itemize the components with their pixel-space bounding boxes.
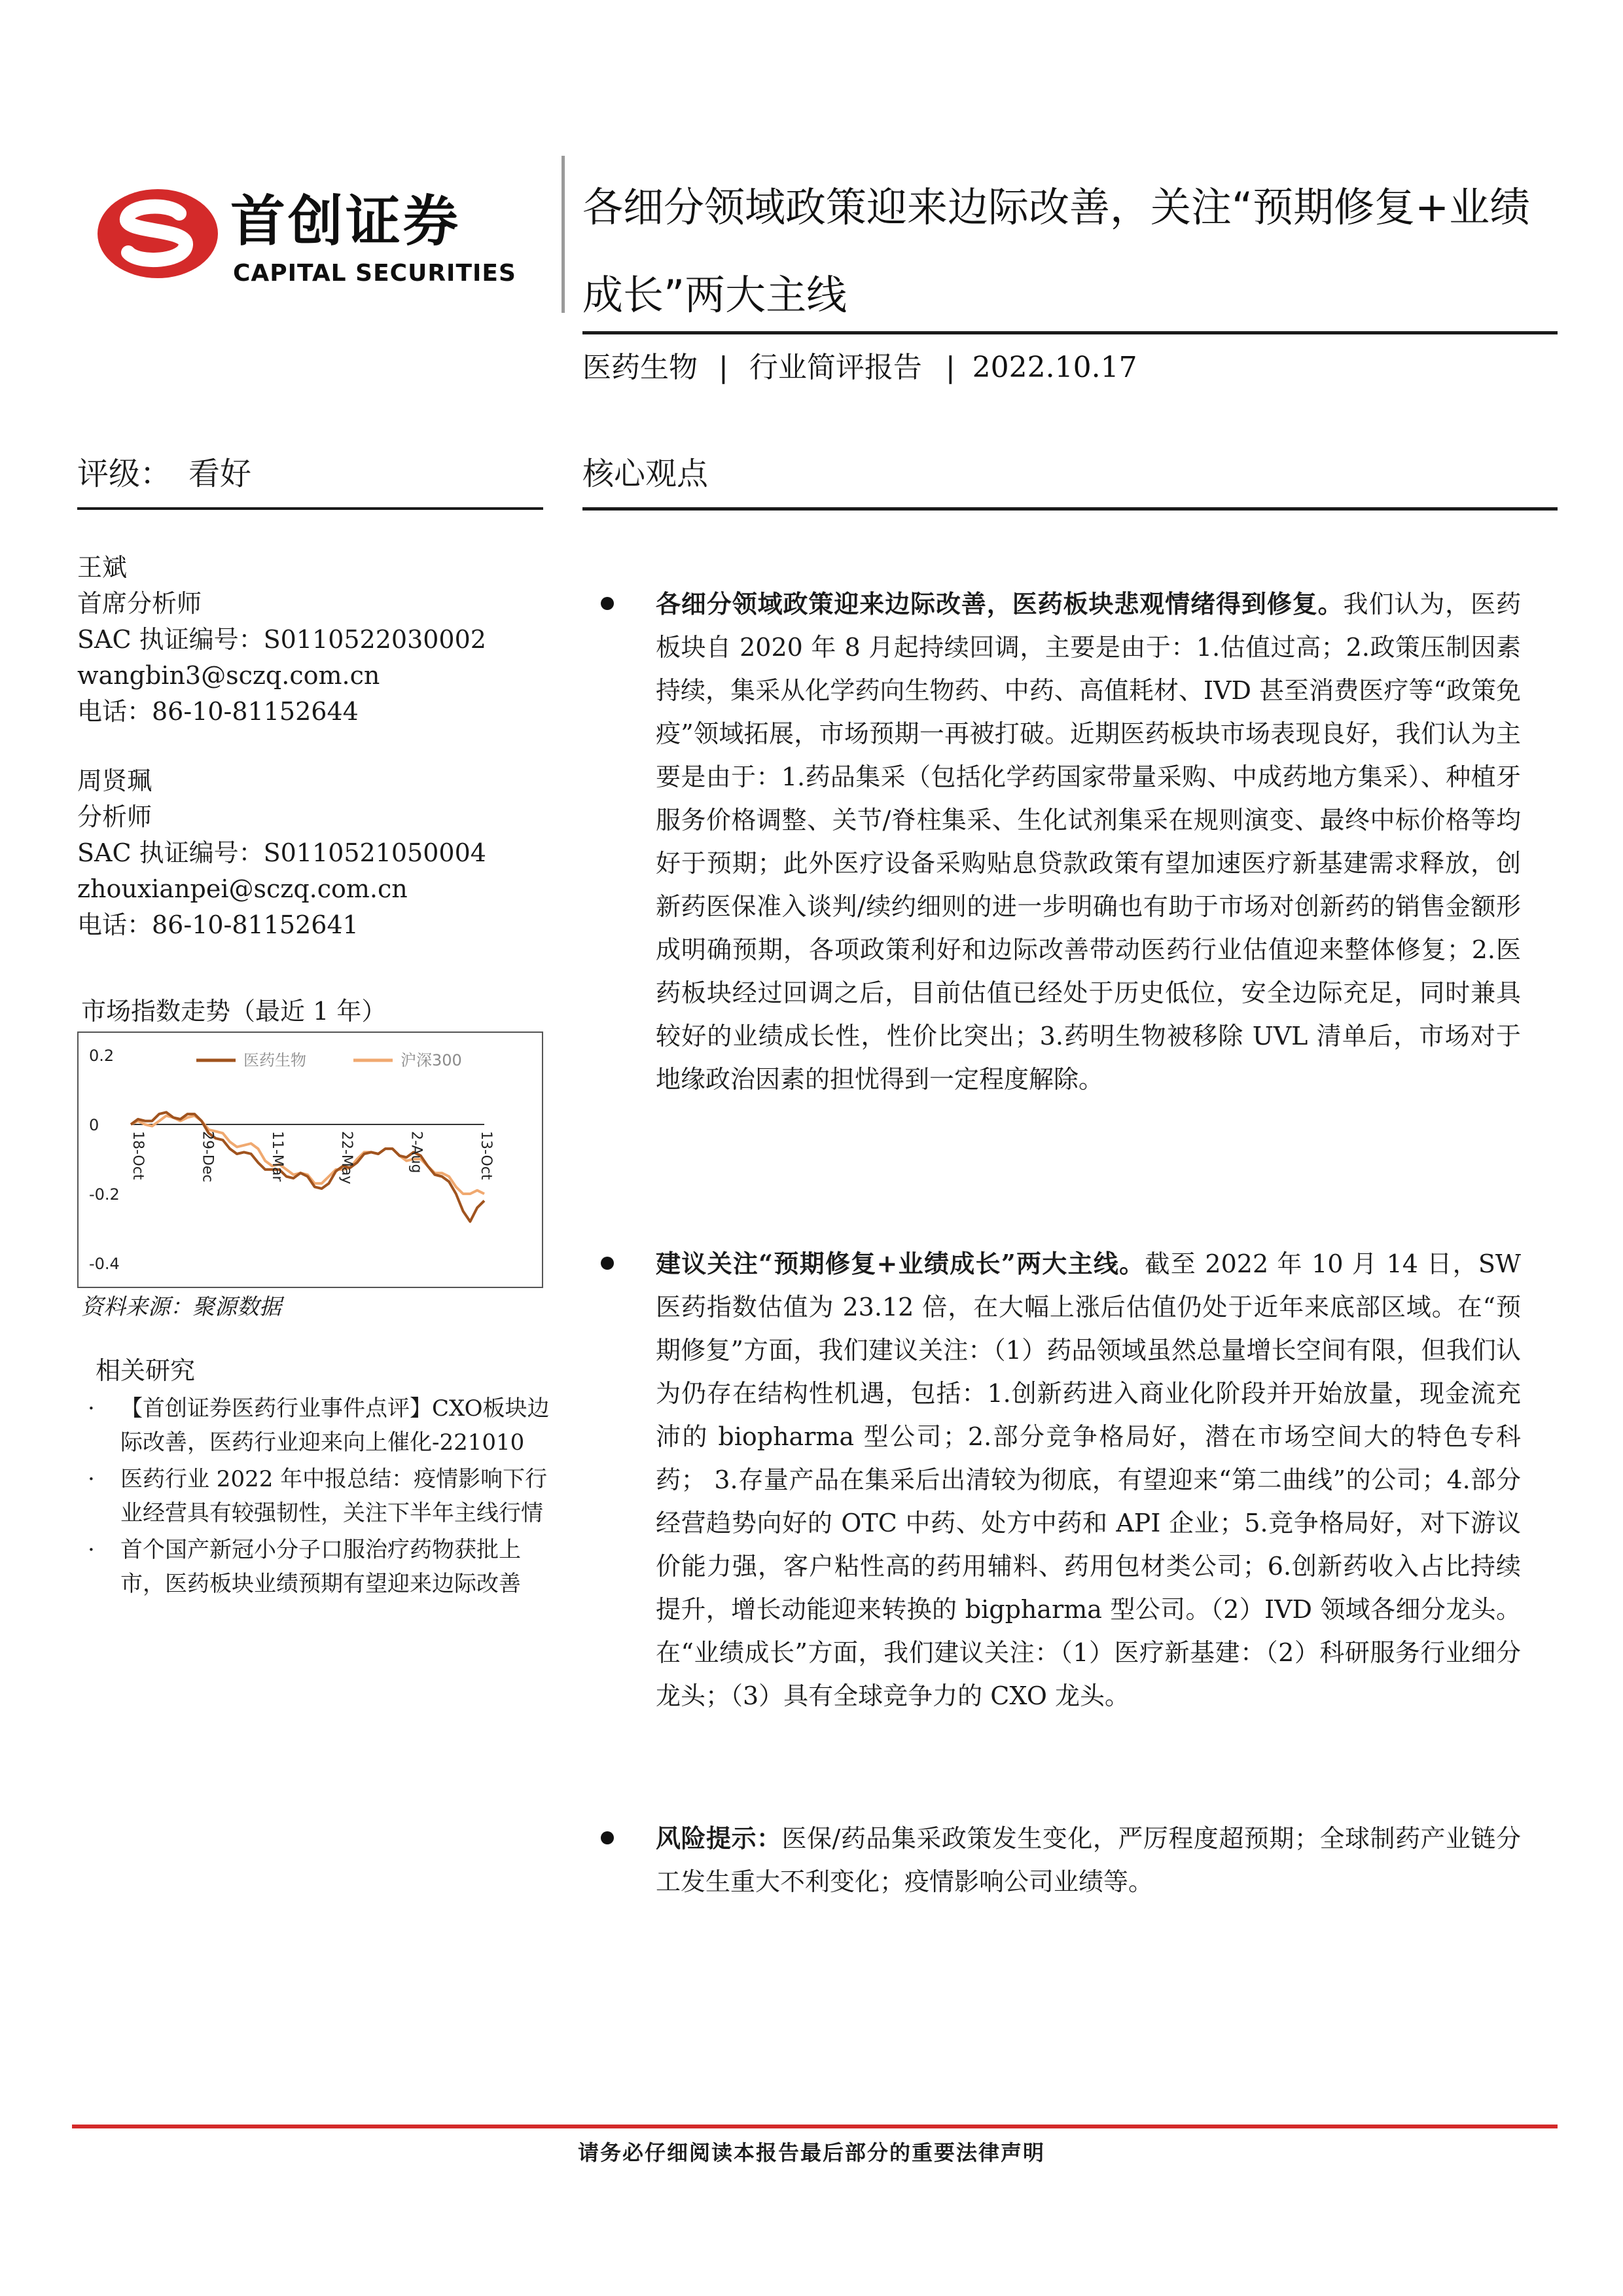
related-research-text: 医药行业 2022 年中报总结：疫情影响下行业经营具有较强韧性，关注下半年主线行情: [120, 1466, 548, 1526]
x-tick-label: 11-Mar: [268, 1131, 285, 1182]
sector-label: 医药生物: [582, 351, 698, 384]
related-research-item[interactable]: [81, 1462, 552, 1530]
analyst-cert: SAC 执证编号：S0110522030002: [77, 625, 486, 654]
report-meta: [582, 347, 1137, 389]
x-tick-label: 18-Oct: [130, 1131, 146, 1180]
title-rule: [582, 331, 1558, 334]
logo-english-name: CAPITAL SECURITIES: [233, 260, 516, 287]
x-tick-label: 29-Dec: [199, 1131, 216, 1183]
series-line-沪深300: [131, 1116, 484, 1194]
x-tick-label: 13-Oct: [478, 1131, 494, 1180]
x-tick-label: 22-May: [338, 1131, 355, 1185]
analyst-cert: SAC 执证编号：S0110521050004: [77, 838, 486, 867]
core-point: [592, 1242, 1521, 1717]
core-point-heading: 建议关注“预期修复+业绩成长”两大主线。: [656, 1249, 1145, 1278]
y-tick-label: -0.4: [89, 1255, 120, 1273]
core-point-body: 截至 2022 年 10 月 14 日，SW 医药指数估值为 23.12 倍，在大幅上涨后估值仍处于近年来底部区域。在“预期修复”方面，我们建议关注：（1）药品领域虽然总量增长空间有限，但我们认为仍存在结构性机遇，包括：1.创新药进入商业化阶段并开始放量，现金流充沛的 biopharma 型公司；2.部分竞争格局好，潜在市场空间大的特色专科药； 3.存量产品在集采后出清较为彻底，有望迎来“第二曲线”的公司；4.部分经营趋势向好的 OTC 中药、处方中药和 API 企业；5.竞争格局好，对下游议价能力强，客户粘性高的药用辅料、药用包材类公司；6.创新药收入占比持续提升，增长动能迎来转换的 bigpharma 型公司。（2）IVD 领域各细分龙头。在“业绩成长”方面，我们建议关注：（1）医疗新基建：（2）科研服务行业细分龙头；（3）具有全球竞争力的 CXO 龙头。: [656, 1249, 1521, 1710]
related-research-title: 相关研究: [96, 1356, 196, 1385]
x-tick-label: 2-Aug: [408, 1131, 425, 1174]
core-point-body: 医保/药品集采政策发生变化，严厉程度超预期；全球制药产业链分工发生重大不利变化；疫情影响公司业绩等。: [656, 1824, 1521, 1896]
list-bullet: ·: [88, 1466, 95, 1492]
analyst-email: zhouxianpei@sczq.com.cn: [77, 874, 408, 903]
rating-value: 看好: [188, 456, 252, 492]
footer-rule: [72, 2125, 1558, 2128]
analyst-name: 王斌: [77, 553, 128, 582]
list-bullet: ·: [88, 1395, 95, 1422]
core-point-heading: 风险提示：: [656, 1823, 782, 1853]
chart-title: 市场指数走势（最近 1 年）: [81, 997, 387, 1026]
related-research-item[interactable]: [81, 1533, 552, 1601]
core-point-body: 我们认为，医药板块自 2020 年 8 月起持续回调，主要是由于：1.估值过高；2.政策压制因素持续，集采从化学药向生物药、中药、高值耗材、IVD 甚至消费医疗等“政策免疫”领域拓展，市场预期一再被打破。近期医药板块市场表现良好，我们认为主要是由于：1.药品集采（包括化学药国家带量采购、中成药地方集采）、种植牙服务价格调整、关节/脊柱集采、生化试剂集采在规则演变、最终中标价格等均好于预期；此外医疗设备采购贴息贷款政策有望加速医疗新基建需求释放，创新药医保准入谈判/续约细则的进一步明确也有助于市场对创新药的销售金额形成明确预期，各项政策利好和边际改善带动医药行业估值迎来整体修复；2.医药板块经过回调之后，目前估值已经处于历史低位，安全边际充足，同时兼具较好的业绩成长性，性价比突出；3.药明生物被移除 UVL 清单后，市场对于地缘政治因素的担忧得到一定程度解除。: [656, 590, 1521, 1094]
bullet-icon: [601, 597, 614, 610]
meta-separator: |: [945, 351, 955, 384]
bullet-icon: [601, 1257, 614, 1270]
related-research-text: 【首创证券医药行业事件点评】CXO板块边际改善，医药行业迎来向上催化-221010: [120, 1395, 550, 1456]
core-point: [592, 583, 1521, 1101]
y-tick-label: -0.2: [89, 1185, 120, 1204]
logo-chinese-name: 首创证券: [230, 189, 461, 253]
capital-securities-logo: [96, 187, 220, 280]
analyst-block: [77, 550, 575, 730]
chart-source: 资料来源：聚源数据: [81, 1294, 281, 1320]
legend-label: 医药生物: [243, 1051, 306, 1069]
analyst-phone: 电话：86-10-81152644: [77, 697, 359, 726]
core-point: [592, 1817, 1521, 1903]
legal-disclaimer: 请务必仔细阅读本报告最后部分的重要法律声明: [577, 2140, 1045, 2165]
analyst-phone: 电话：86-10-81152641: [77, 910, 359, 939]
rating: [77, 453, 251, 495]
analyst-name: 周贤珮: [77, 766, 152, 795]
analyst-block: [77, 763, 575, 943]
bullet-icon: [601, 1831, 614, 1844]
chart-canvas: [79, 1033, 542, 1287]
header-divider: [562, 156, 565, 313]
report-type-label: 行业简评报告: [749, 351, 922, 384]
related-research-text: 首个国产新冠小分子口服治疗药物获批上市，医药板块业绩预期有望迎来边际改善: [120, 1537, 521, 1597]
report-title: 各细分领域政策迎来边际改善，关注“预期修复+业绩成长”两大主线: [582, 183, 1531, 319]
core-point-heading: 各细分领域政策迎来边际改善，医药板块悲观情绪得到修复。: [656, 589, 1344, 619]
series-line-医药生物: [131, 1112, 484, 1221]
core-views-rule: [582, 507, 1558, 511]
related-research-item[interactable]: [81, 1391, 552, 1460]
legend-label: 沪深300: [401, 1051, 462, 1069]
rating-rule: [77, 507, 543, 510]
report-date: 2022.10.17: [972, 351, 1137, 384]
related-research-list: [81, 1391, 552, 1604]
list-bullet: ·: [88, 1537, 95, 1563]
y-tick-label: 0: [89, 1116, 99, 1134]
analyst-email: wangbin3@sczq.com.cn: [77, 661, 380, 690]
rating-label: 评级：: [77, 456, 172, 492]
core-views-title: 核心观点: [582, 456, 709, 492]
analyst-role: 首席分析师: [77, 589, 202, 618]
analyst-role: 分析师: [77, 802, 152, 831]
y-tick-label: 0.2: [89, 1047, 115, 1065]
meta-separator: |: [719, 351, 728, 384]
market-index-chart: [77, 1031, 543, 1288]
